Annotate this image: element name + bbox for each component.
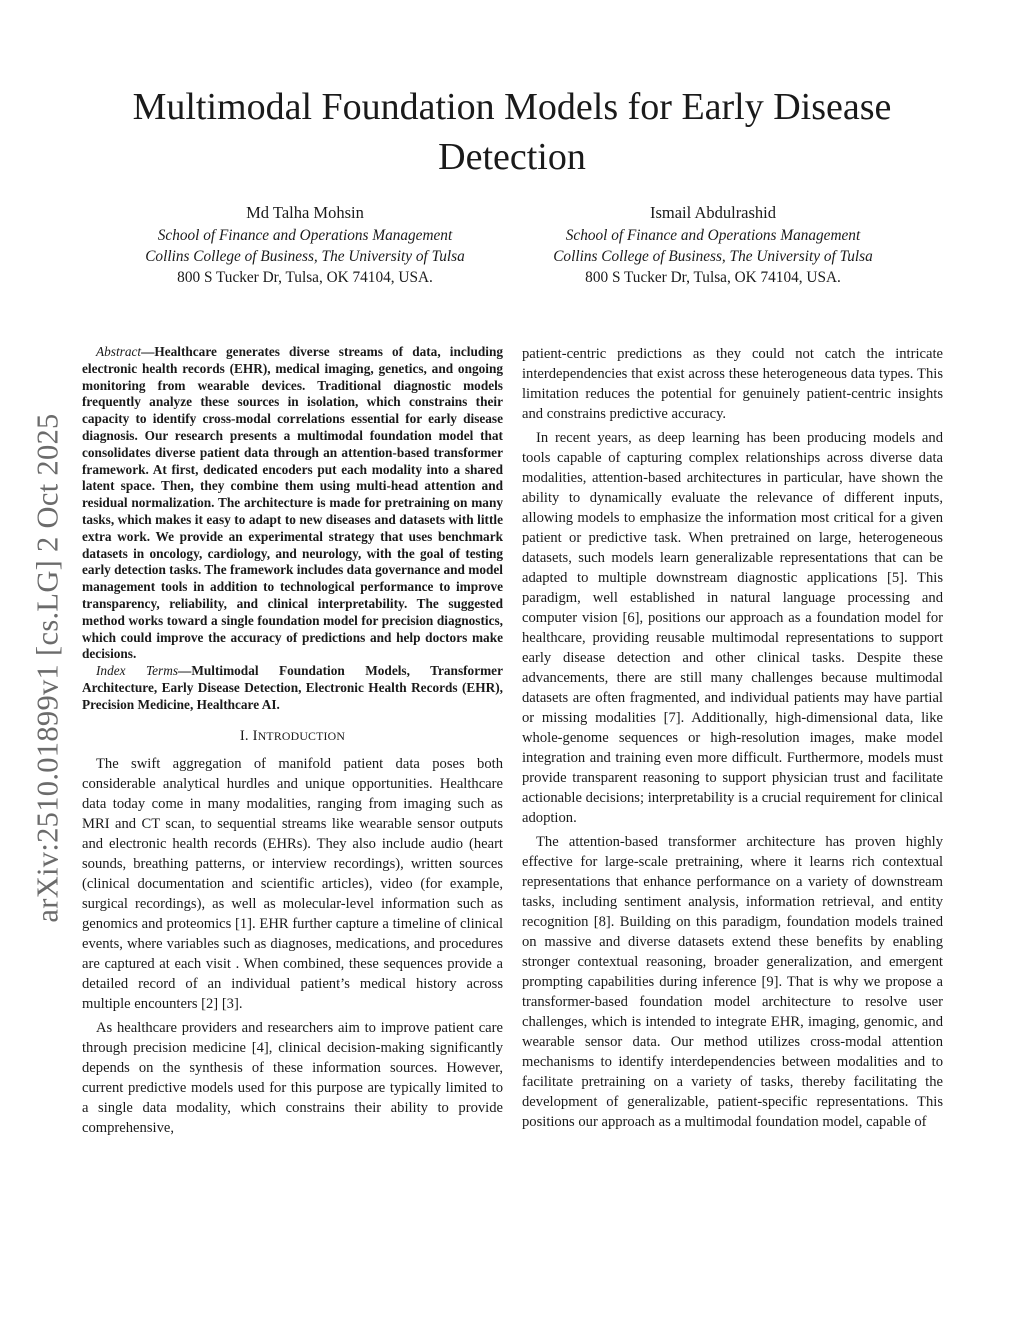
index-terms-text: —Multimodal Foundation Models, Transformer Architecture, Early Disease Detection, Electronic Health Records (EHR), Precision Medicine, Healthcare AI. — [82, 663, 503, 712]
section-title-rest: NTRODUCTION — [257, 728, 346, 743]
body-paragraph: As healthcare providers and researchers aim to improve patient care through precision medicine [4], clinical decision-making significantly depends on the synthesis of these information sources. However, current predictive models used for this purpose are typically limited to a single data modality, which constrains their ability to provide comprehensive, — [82, 1019, 503, 1136]
author-affiliation: School of Finance and Operations Management — [157, 227, 453, 244]
abstract — [82, 344, 503, 663]
author-name: Md Talha Mohsin — [246, 203, 364, 222]
section-number: I. — [239, 727, 253, 744]
paper-title: Multimodal Foundation Models for Early Disease Detection — [132, 86, 892, 178]
body-paragraph: In recent years, as deep learning has been producing models and tools capable of capturing complex relationships across diverse data modalities, attention-based architectures in particular, have shown the ability to dynamically evaluate the relevance of different inputs, allowing models to emphasize the information most critical for a given patient or predictive task. When pretrained on large, heterogeneous datasets, such models learn generalizable representations that can be adapted to multiple downstream diagnostic applications [5]. This paradigm, well established in natural language processing and computer vision [6], positions our approach as a foundation model for healthcare, providing reusable multimodal representations to support early disease detection and other clinical tasks. Despite these advancements, there are still many challenges because multimodal datasets are often fragmented, and individual patients may have partial or missing modalities [7]. Additionally, high-dimensional data, like whole-genome sequences or high-resolution images, make model integration and training even more difficult. Furthermore, models must provide transparent reasoning to support physician trust and facilitate actionable decisions; interpretability is a crucial requirement for clinical adoption. — [522, 430, 943, 826]
author-block-2 — [513, 202, 913, 288]
author-affiliation: School of Finance and Operations Management — [565, 227, 861, 244]
index-terms-heading: Index Terms — [96, 663, 179, 679]
author-affiliation: Collins College of Business, The University of Tulsa — [145, 248, 465, 265]
abstract-heading: Abstract — [96, 344, 142, 359]
section-title-initial: I — [252, 727, 258, 744]
abstract-text: —Healthcare generates diverse streams of data, including electronic health records (EHR), medical imaging, genetics, and ongoing monitoring from wearable devices. Traditional diagnostic models frequently analyze these sources in isolation, which constrains their capacity to identify cross-modal correlations essential for early disease diagnosis. Our research presents a multimodal foundation model that consolidates diverse patient data through an attention-based transformer framework. At first, dedicated encoders put each modality into a shared latent space. Then, they combine them using multi-head attention and residual normalization. The architecture is made for pretraining on many tasks, which makes it easy to adapt to new diseases and datasets with little extra work. We provide an experimental strategy that uses benchmark datasets in oncology, cardiology, and neurology, with the goal of testing early detection tasks. The framework includes data governance and model management tools in addition to technological performance to improve transparency, reliability, and clinical interpretability. The suggested method works toward a single foundation model for precision diagnostics, which could improve the accuracy of predictions and help doctors make decisions. — [82, 344, 503, 662]
body-paragraph: The attention-based transformer architecture has proven highly effective for large-scale pretraining, where it learns rich contextual representations that enhance performance on a variety of downstream tasks, including sentiment analysis, information retrieval, and entity recognition [8]. Building on this paradigm, foundation models trained on massive and diverse datasets extend these benefits by enabling stronger contextual reasoning, broader generalization, and emergent prompting capabilities during inference [9]. That is why we propose a transformer-based foundation model architecture to resolve user challenges, which is intended to integrate EHR, imaging, genomic, and wearable sensor data. Our method utilizes cross-modal attention mechanisms to identify interdependencies between modalities and to facilitate pretraining on a variety of tasks, thereby facilitating the development of generalizable, patient-specific representations. This positions our approach as a multimodal foundation model, capable of — [522, 834, 943, 1130]
body-paragraph: patient-centric predictions as they could not catch the intricate interdependencies that exist across these heterogeneous data types. This limitation reduces the potential for genuinely patient-centric insights and constrains predictive accuracy. — [522, 346, 943, 422]
right-column — [522, 344, 943, 1132]
index-terms — [82, 663, 503, 713]
body-paragraph: The swift aggregation of manifold patient data poses both considerable analytical hurdles and unique opportunities. Healthcare data today come in many modalities, ranging from imaging such as MRI and CT scan, to sequential streams like wearable sensor outputs and electronic health records (EHRs). They also include audio (heart sounds, breathing patterns, or interview recordings), written sources (clinical documentation and scientific articles), video (for example, surgical recordings), as well as molecular-level information such as genomics and proteomics [1]. EHR further capture a timeline of clinical events, where variables such as diagnoses, medications, and procedures are captured at each visit . When combined, these sequences provide a detailed record of an individual patient’s medical history across multiple encounters [2] [3]. — [82, 755, 503, 1012]
author-address: 800 S Tucker Dr, Tulsa, OK 74104, USA. — [177, 269, 433, 286]
arxiv-identifier: arXiv:2510.01899v1 [cs.LG] 2 Oct 2025 — [30, 413, 65, 923]
author-name: Ismail Abdulrashid — [649, 203, 777, 222]
section-heading — [82, 726, 503, 746]
author-affiliation: Collins College of Business, The University of Tulsa — [553, 248, 873, 265]
author-address: 800 S Tucker Dr, Tulsa, OK 74104, USA. — [585, 269, 841, 286]
left-column — [82, 344, 503, 1138]
author-block-1 — [105, 202, 505, 288]
